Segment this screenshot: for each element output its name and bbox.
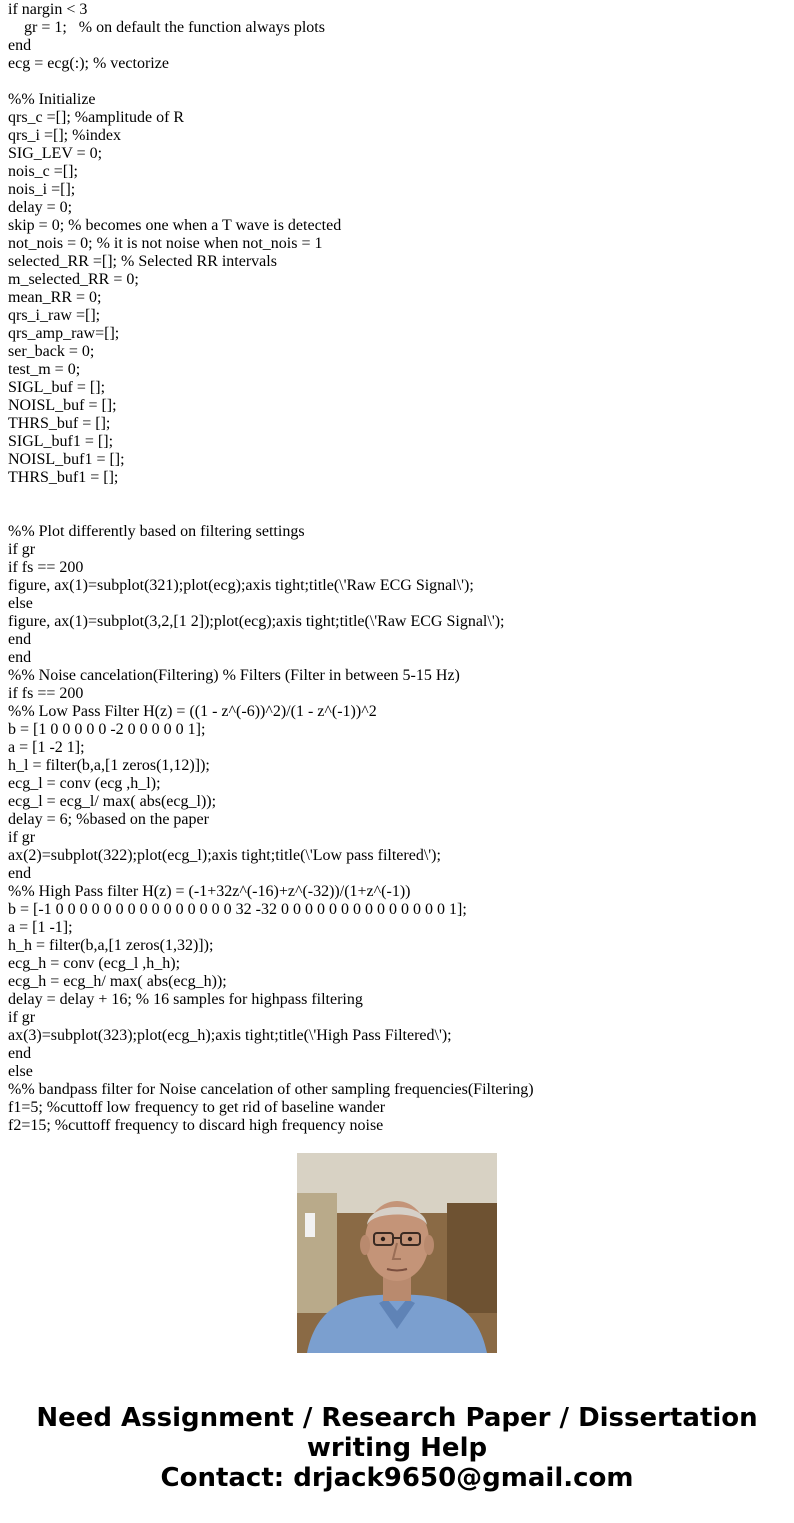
code-line: h_l = filter(b,a,[1 zeros(1,12)]); [8, 757, 210, 774]
code-line: delay = delay + 16; % 16 samples for highpass filtering [8, 991, 363, 1008]
code-line: if nargin < 3 [8, 1, 88, 18]
code-line: a = [1 -1]; [8, 919, 73, 936]
code-line: end [8, 37, 32, 54]
code-line: delay = 0; [8, 199, 73, 216]
code-line: NOISL_buf1 = []; [8, 451, 125, 468]
code-line: ecg = ecg(:); % vectorize [8, 55, 169, 72]
author-photo [297, 1153, 497, 1353]
code-line: else [8, 1063, 33, 1080]
code-line: b = [1 0 0 0 0 0 -2 0 0 0 0 0 1]; [8, 721, 206, 738]
code-line: figure, ax(1)=subplot(321);plot(ecg);axis tight;title(\'Raw ECG Signal\'); [8, 577, 474, 594]
code-line: SIGL_buf = []; [8, 379, 106, 396]
code-line [8, 505, 788, 523]
code-line: f1=5; %cuttoff low frequency to get rid of baseline wander [8, 1099, 386, 1116]
code-line: %% Plot differently based on filtering settings [8, 523, 305, 540]
author-avatar [297, 1153, 497, 1353]
code-line: ecg_h = conv (ecg_l ,h_h); [8, 955, 181, 972]
code-line: qrs_amp_raw=[]; [8, 325, 120, 342]
code-listing [8, 1, 788, 1134]
code-line: delay = 6; %based on the paper [8, 811, 209, 828]
code-line: figure, ax(1)=subplot(3,2,[1 2]);plot(ecg);axis tight;title(\'Raw ECG Signal\'); [8, 613, 505, 630]
code-line: ecg_l = conv (ecg ,h_l); [8, 775, 161, 792]
code-line: ecg_h = ecg_h/ max( abs(ecg_h)); [8, 973, 227, 990]
code-line: b = [-1 0 0 0 0 0 0 0 0 0 0 0 0 0 0 0 32 -32 0 0 0 0 0 0 0 0 0 0 0 0 0 0 1]; [8, 901, 467, 918]
code-line: if fs == 200 [8, 559, 84, 576]
code-line: %% Noise cancelation(Filtering) % Filters (Filter in between 5-15 Hz) [8, 667, 460, 684]
code-line: gr = 1; % on default the function always plots [8, 19, 325, 36]
code-line: NOISL_buf = []; [8, 397, 117, 414]
code-line: SIGL_buf1 = []; [8, 433, 114, 450]
code-line: ax(2)=subplot(322);plot(ecg_l);axis tight;title(\'Low pass filtered\'); [8, 847, 441, 864]
code-line: if gr [8, 541, 36, 558]
code-line: end [8, 1045, 32, 1062]
code-line [8, 487, 788, 505]
code-line: ecg_l = ecg_l/ max( abs(ecg_l)); [8, 793, 217, 810]
code-line: not_nois = 0; % it is not noise when not_nois = 1 [8, 235, 323, 252]
code-line: end [8, 649, 32, 666]
code-line: qrs_i =[]; %index [8, 127, 121, 144]
promo-banner [0, 1403, 794, 1493]
code-line: nois_c =[]; [8, 163, 78, 180]
code-line: qrs_i_raw =[]; [8, 307, 101, 324]
code-line: %% Low Pass Filter H(z) = ((1 - z^(-6))^2)/(1 - z^(-1))^2 [8, 703, 377, 720]
promo-line-1: Need Assignment / Research Paper / Dissertation [36, 1403, 758, 1433]
code-line: ax(3)=subplot(323);plot(ecg_h);axis tight;title(\'High Pass Filtered\'); [8, 1027, 452, 1044]
code-line: h_h = filter(b,a,[1 zeros(1,32)]); [8, 937, 214, 954]
code-line: %% Initialize [8, 91, 96, 108]
code-line: mean_RR = 0; [8, 289, 102, 306]
code-line: %% bandpass filter for Noise cancelation of other sampling frequencies(Filtering) [8, 1081, 534, 1098]
code-line: test_m = 0; [8, 361, 81, 378]
promo-line-2: writing Help [306, 1433, 488, 1463]
code-line: selected_RR =[]; % Selected RR intervals [8, 253, 277, 270]
code-line: %% High Pass filter H(z) = (-1+32z^(-16)+z^(-32))/(1+z^(-1)) [8, 883, 411, 900]
code-line: qrs_c =[]; %amplitude of R [8, 109, 185, 126]
code-line: else [8, 595, 33, 612]
code-line [8, 73, 788, 91]
code-line: skip = 0; % becomes one when a T wave is detected [8, 217, 342, 234]
promo-contact: Contact: drjack9650@gmail.com [160, 1463, 634, 1493]
code-line: if gr [8, 1009, 36, 1026]
code-line: SIG_LEV = 0; [8, 145, 103, 162]
code-line: f2=15; %cuttoff frequency to discard high frequency noise [8, 1117, 384, 1134]
code-line: nois_i =[]; [8, 181, 76, 198]
code-line: if gr [8, 829, 36, 846]
code-line: if fs == 200 [8, 685, 84, 702]
code-line: end [8, 631, 32, 648]
code-line: end [8, 865, 32, 882]
code-line: THRS_buf = []; [8, 415, 111, 432]
code-line: ser_back = 0; [8, 343, 95, 360]
code-line: m_selected_RR = 0; [8, 271, 139, 288]
code-line: a = [1 -2 1]; [8, 739, 85, 756]
code-line: THRS_buf1 = []; [8, 469, 119, 486]
